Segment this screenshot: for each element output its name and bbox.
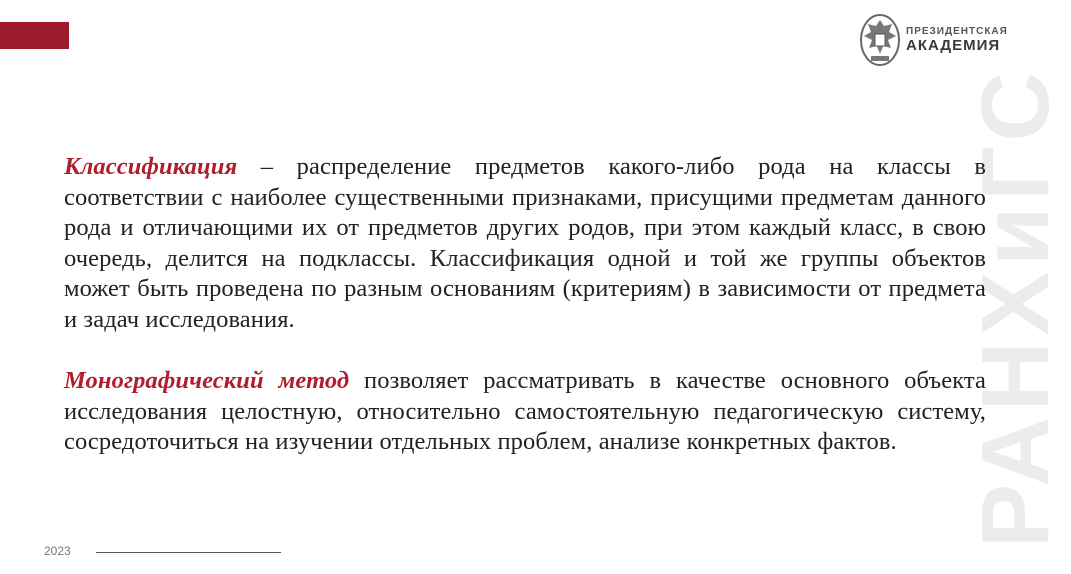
- term-monographic-method: Монографический метод: [64, 367, 350, 394]
- definition-monographic-method: позволяет рассматривать в качестве основного объекта исследования целостную, относительно самостоятельную педагогическую систему, сосредоточиться на изучении отдельных проблем, анализе конкретных фактов.: [64, 367, 986, 455]
- logo-line1: ПРЕЗИДЕНТСКАЯ: [906, 26, 1008, 37]
- footer-divider: [96, 552, 281, 553]
- paragraph-classification: [64, 152, 986, 335]
- eagle-emblem-icon: [858, 12, 902, 68]
- paragraph-monographic-method: [64, 366, 986, 458]
- logo-line2: АКАДЕМИЯ: [906, 37, 1001, 54]
- footer-year: 2023: [44, 544, 71, 558]
- term-classification: Классификация: [64, 153, 238, 180]
- definition-classification: – распределение предметов какого-либо рода на классы в соответствии с наиболее существенными признаками, присущими предметам данного рода и отличающими их от предметов других родов, при этом каждый класс, в свою очередь, делится на подклассы. Классификация одной и той же группы объектов может быть проведена по разным основаниям (критериям) в зависимости от предмета и задач исследования.: [64, 153, 986, 333]
- accent-bar: [0, 22, 69, 49]
- academy-logo: [858, 10, 1008, 70]
- watermark: РАНХиГС: [962, 66, 1069, 548]
- main-content: [64, 152, 986, 458]
